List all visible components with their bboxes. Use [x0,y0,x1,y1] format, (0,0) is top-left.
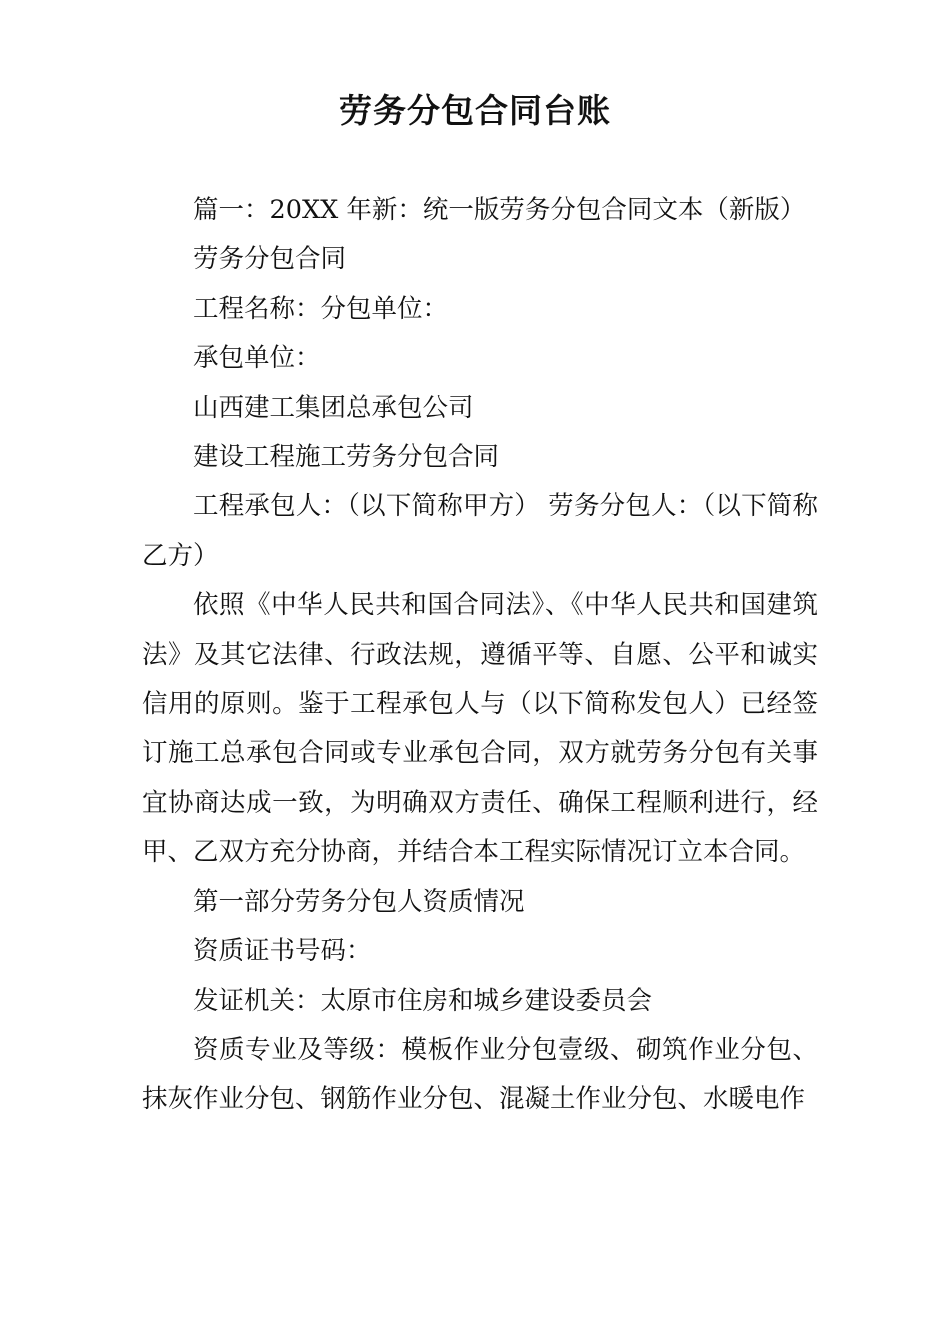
document-title: 劳务分包合同台账 [339,91,611,130]
paragraph-certificate-number: 资质证书号码： [193,936,372,967]
paragraph-project-name: 工程名称：分包单位： [193,293,449,324]
paragraph-contract-title: 建设工程施工劳务分包合同 [193,442,500,473]
paragraph-parties: 工程承包人：（以下简称甲方） 劳务分包人：（以下简称乙方） [142,491,818,571]
paragraph-contract-name: 劳务分包合同 [193,244,347,275]
paragraph-company-name: 山西建工集团总承包公司 [193,392,474,423]
paragraph-section-one-heading: 第一部分劳务分包人资质情况 [193,886,525,917]
paragraph-contractor-unit: 承包单位： [193,343,321,374]
paragraph-qualification-grades: 资质专业及等级：模板作业分包壹级、砌筑作业分包、抹灰作业分包、钢筋作业分包、混凝土作业分包、水暖电作 [142,1034,818,1115]
document-body [142,186,818,1125]
paragraph-preamble: 依照《中华人民共和国合同法》、《中华人民共和国建筑法》及其它法律、行政法规，遵循平等、自愿、公平和诚实信用的原则。鉴于工程承包人与（以下简称发包人）已经签订施工总承包合同或专业承包合同，双方就劳务分包有关事宜协商达成一致，为明确双方责任、确保工程顺利进行，经甲、乙双方充分协商，并结合本工程实际情况订立本合同。 [142,590,818,868]
paragraph-issuing-authority: 发证机关：太原市住房和城乡建设委员会 [193,985,653,1016]
paragraph-chapter-heading: 篇一：20XX 年新：统一版劳务分包合同文本（新版） [193,195,806,225]
